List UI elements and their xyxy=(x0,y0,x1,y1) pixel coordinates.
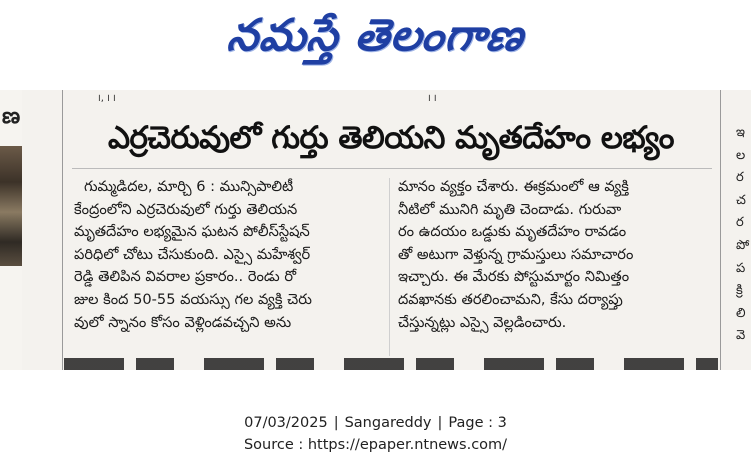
headline-rule xyxy=(72,168,712,169)
text-line: తో అటుగా వెళ్తున్న గ్రామస్తులు సమాచారం xyxy=(398,245,634,263)
text-fragment: ఇ xyxy=(736,125,745,140)
column-divider-left xyxy=(62,90,63,370)
newspaper-logo: నమస్తే తెలంగాణ xyxy=(225,10,527,61)
text-line: కేంద్రంలోని ఎర్రచెరువులో గుర్తు తెలియన xyxy=(74,200,298,218)
clip-page: Page : 3 xyxy=(448,415,507,431)
clip-date: 07/03/2025 xyxy=(244,415,328,431)
adjacent-article-right xyxy=(736,122,751,348)
text-line: రెడ్డి తెలిపిన వివరాల ప్రకారం.. రెండు రో xyxy=(74,268,297,286)
top-fragment-text: ౹, ౹ ౹ xyxy=(98,93,116,104)
text-line: చేస్తున్నట్లు ఎస్సై వెల్లడించారు. xyxy=(398,313,567,331)
column-divider-right xyxy=(720,90,721,370)
text-fragment: క్రి xyxy=(736,283,743,299)
text-line: వులో స్నానం కోసం వెళ్లిండవచ్చని అను xyxy=(74,313,292,331)
text-line: జుల కింద 50-55 వయస్సు గల వ్యక్తి చెరు xyxy=(74,290,312,308)
text-line: రం ఉదయం ఒడ్డుకు మృతదేహం రావడం xyxy=(398,223,627,241)
text-line: దవఖానకు తరలించామని, కేసు దర్యాప్తు xyxy=(398,290,623,308)
clip-info-line: 07/03/2025 | Sangareddy | Page : 3 xyxy=(244,415,507,431)
article-clipping xyxy=(0,90,751,370)
inner-column-divider xyxy=(389,178,390,356)
text-fragment: చ xyxy=(736,192,746,208)
text-fragment: ల xyxy=(736,147,746,163)
text-fragment: పో xyxy=(736,237,750,253)
clip-source: Source : https://epaper.ntnews.com/ xyxy=(243,437,508,453)
adjacent-article-left xyxy=(0,90,22,370)
text-line: ఇచ్చారు. ఈ మేరకు పోస్టుమార్టం నిమిత్తం xyxy=(398,268,630,286)
article-headline: ఎర్రచెరువులో గుర్తు తెలియని మృతదేహం లభ్యం xyxy=(108,120,674,156)
article-column-2 xyxy=(398,176,714,334)
text-fragment: ప xyxy=(736,260,746,276)
clip-footer xyxy=(0,370,751,475)
text-fragment: లి xyxy=(736,305,746,321)
top-fragment-text: ౹ ౹ xyxy=(428,93,437,104)
clip-edition: Sangareddy xyxy=(344,415,432,431)
text-fragment: ర xyxy=(736,170,744,186)
text-line: మానం వ్యక్తం చేశారు. ఈక్రమంలో ఆ వ్యక్తి xyxy=(398,178,629,195)
next-headline-cutoff xyxy=(64,358,718,370)
text-line: మృతదేహం లభ్యమైన ఘటన పోలీస్‌స్టేషన్ xyxy=(74,223,310,241)
left-fragment-text: ణ xyxy=(2,104,21,129)
text-line: నీటిలో మునిగి మృతి చెందాడు. గురువా xyxy=(398,200,622,218)
masthead xyxy=(0,0,751,82)
text-fragment: ర xyxy=(736,215,744,231)
adjacent-photo xyxy=(0,146,22,266)
text-fragment: వె xyxy=(736,328,746,344)
text-line: గుమ్మడిదల, మార్చి 6 : మున్సిపాలిటీ xyxy=(84,178,294,195)
article-column-1 xyxy=(74,176,384,334)
text-line: పరిధిలో చోటు చేసుకుంది. ఎస్సై మహేశ్వర్ xyxy=(74,245,311,263)
